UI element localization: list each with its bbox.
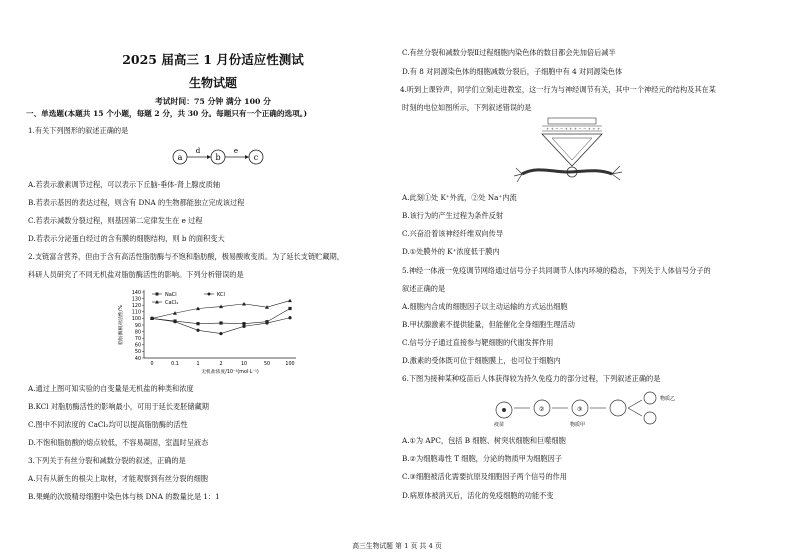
edge-d-arrowhead <box>207 155 211 159</box>
q3-option-b: B.果蝇的次级精母细胞中染色体与核 DNA 的数量比是 1：1 <box>28 492 220 501</box>
data-point <box>219 332 222 335</box>
q6-option-a: A.①为 APC，包括 B 细胞、树突状细胞和巨噬细胞 <box>402 436 566 445</box>
data-point <box>150 317 153 320</box>
data-point <box>288 299 292 303</box>
legend-marker <box>208 293 211 296</box>
edge-e-label: e <box>233 147 239 155</box>
electrode-box <box>548 118 596 124</box>
y-tick-label: 70 <box>134 337 141 342</box>
exam-title: 2025 届高三 1 月份适应性测试 <box>122 52 304 67</box>
q1-option-b: B.若表示基因的表达过程，则含有 DNA 的生物都能独立完成该过程 <box>28 198 245 207</box>
q2-option-b: B.KCl 对脂肪酶活性的影响最小，可用于延长麦胚储藏期 <box>28 402 209 411</box>
data-point <box>242 325 245 328</box>
q4-stem-line2: 时刻的电位如图所示，下列叙述错误的是 <box>402 103 532 112</box>
data-point <box>173 320 176 323</box>
x-tick-label: 0.1 <box>171 362 179 367</box>
y-tick-label: 120 <box>131 304 141 309</box>
data-point <box>219 321 222 324</box>
apc-nucleus <box>502 408 506 412</box>
q4-option-c: C.兴奋沿着该神经纤维双向传导 <box>402 229 503 238</box>
subject-title: 生物试题 <box>188 76 237 90</box>
q5-option-c: C.信号分子通过直接参与靶细胞的代谢发挥作用 <box>402 338 554 347</box>
substance-b-label: 物质乙 <box>660 396 676 402</box>
q6-option-d: D.病原体被消灭后，活化的免疫细胞的功能不变 <box>402 491 554 500</box>
x-tick-label: 2 <box>219 362 223 367</box>
q4-option-b: B.该行为的产生过程为条件反射 <box>402 211 504 220</box>
q6-immune-diagram <box>490 388 690 428</box>
substance-a-label: 物质甲 <box>570 422 586 428</box>
y-tick-label: 40 <box>134 356 141 362</box>
y-tick-label: 90 <box>134 323 141 329</box>
x-tick-label: 1 <box>196 362 200 367</box>
x-tick-label: 0 <box>150 362 154 367</box>
q1-option-c: C.若表示减数分裂过程，则基因第二定律发生在 e 过程 <box>28 216 203 225</box>
q1-option-a: A.若表示激素调节过程，可以表示下丘脑-垂体-肾上腺皮质轴 <box>28 180 221 189</box>
data-point <box>288 307 291 310</box>
legend-marker <box>156 293 159 296</box>
cell-2-mark: ② <box>539 406 545 413</box>
y-tick-label: 110 <box>131 310 141 316</box>
cell-6 <box>644 412 656 424</box>
q2-option-d: D.不饱和脂肪酸的熔点较低，不容易凝固，室温时呈液态 <box>28 438 209 447</box>
y-tick-label: 80 <box>134 330 141 336</box>
q2-stem-line1: 2.支链富含营养，但由于含有高活性脂肪酶与不饱和脂肪酸，极易酸败变质。为了延长支链贮藏期， <box>28 252 344 261</box>
y-axis-label: 脂肪酶相对活性/% <box>119 305 124 345</box>
q3-option-d: D.有 8 对同源染色体的细胞减数分裂后，子细胞中有 4 对同源染色体 <box>402 67 623 76</box>
q6-stem: 6.下图为接种某种疫苗后人体获得较为持久免疫力的部分过程，下列叙述正确的是 <box>402 374 661 383</box>
q5-stem-line1: 5.神经一体液一免疫调节网络通过信号分子共同调节人体内环境的稳态，下列关于人体信号分子的 <box>402 266 711 275</box>
arrow-5 <box>628 408 642 416</box>
x-tick-label: 10 <box>240 362 248 367</box>
legend-label: NaCl <box>165 291 177 298</box>
q2-option-a: A.通过上图可知实验的自变量是无机盐的种类和浓度 <box>28 384 194 393</box>
data-point <box>288 316 291 319</box>
charge-marks: + + − − + + + − − + + + <box>546 126 601 131</box>
page-footer: 高三生物试题 第 1 页 共 4 页 <box>352 542 442 550</box>
y-tick-label: 100 <box>131 317 141 323</box>
node-a-label: a <box>177 153 183 162</box>
q5-option-d: D.激素的受体既可位于细胞膜上，也可位于细胞内 <box>402 356 561 365</box>
vaccine-label: 疫苗 <box>494 422 505 428</box>
exam-info: 考试时间：75 分钟 满分 100 分 <box>155 97 271 106</box>
q1-option-d: D.若表示分泌蛋白经过的含有膜的细胞结构，则 b 的面积变大 <box>28 234 225 243</box>
data-point <box>242 302 246 306</box>
q1-stem: 1.有关下列图形的叙述正确的是 <box>28 126 129 135</box>
legend-label: KCl <box>217 291 225 298</box>
node-c-label: c <box>253 153 259 162</box>
q6-option-b: B.②为细胞毒性 T 细胞，分泌的物质甲为细胞因子 <box>402 454 562 463</box>
x-tick-label: 100 <box>285 362 295 367</box>
cell-4 <box>610 400 626 416</box>
q2-stem-line2: 科研人员研究了不同无机盐对脂肪酶活性的影响。下列分析错误的是 <box>28 270 244 279</box>
q4-option-d: D.①处膜外的 K⁺浓度低于膜内 <box>402 247 500 256</box>
axon-cone <box>542 134 602 166</box>
q4-stem-line1: 4.听到上课铃声，同学们立刻走进教室，这一行为与神经调节有关，其中一个神经元的结构及其在某 <box>400 85 716 94</box>
q5-option-a: A.细胞内合成的细胞因子以主动运输的方式运出细胞 <box>402 302 568 311</box>
cell-3-mark: ③ <box>577 406 583 413</box>
y-tick-label: 140 <box>131 290 141 296</box>
section-heading: 一、单选题(本题共 15 个小题，每题 2 分，共 30 分。每题只有一个正确的选项。) <box>26 109 308 118</box>
data-point <box>196 329 199 332</box>
q2-chart <box>116 286 306 378</box>
y-tick-label: 130 <box>131 297 141 303</box>
y-tick-label: 50 <box>134 350 141 356</box>
q6-option-c: C.③细胞被活化需要抗原及细胞因子两个信号的作用 <box>402 472 567 481</box>
q4-neuron-diagram <box>512 116 632 190</box>
legend-label: CaCl₂ <box>165 299 179 306</box>
data-point <box>265 321 268 324</box>
q5-stem-line2: 叙述正确的是 <box>402 284 446 293</box>
q3-stem: 3.下列关于有丝分裂和减数分裂的叙述，正确的是 <box>28 456 186 465</box>
q5-option-b: B.甲状腺激素不提供能量，但能催化全身细胞生理活动 <box>402 320 575 329</box>
x-axis-label: 无机盐浓度/10⁻³(mol·L⁻¹) <box>201 370 259 375</box>
data-point <box>196 322 199 325</box>
cell-5 <box>644 392 656 404</box>
q2-option-c: C.图中不同浓度的 CaCl₂均可以提高脂肪酶的活性 <box>28 420 188 429</box>
q3-option-a: A.只有从新生的根尖上取材，才能观察到有丝分裂的细胞 <box>28 474 208 483</box>
node-b-label: b <box>215 153 221 162</box>
axon-inner <box>552 138 592 160</box>
q3-option-c: C.有丝分裂和减数分裂Ⅱ过程细胞内染色体的数目都会先加倍后减半 <box>402 48 616 57</box>
edge-e-arrowhead <box>245 155 249 159</box>
x-tick-label: 50 <box>263 362 271 367</box>
edge-d-label: d <box>195 147 201 155</box>
q4-option-a: A.此刻①处 K⁺外流，②处 Na⁺内流 <box>402 193 517 202</box>
arrow-4 <box>628 400 642 408</box>
q1-diagram <box>172 144 272 170</box>
y-tick-label: 60 <box>134 343 141 349</box>
